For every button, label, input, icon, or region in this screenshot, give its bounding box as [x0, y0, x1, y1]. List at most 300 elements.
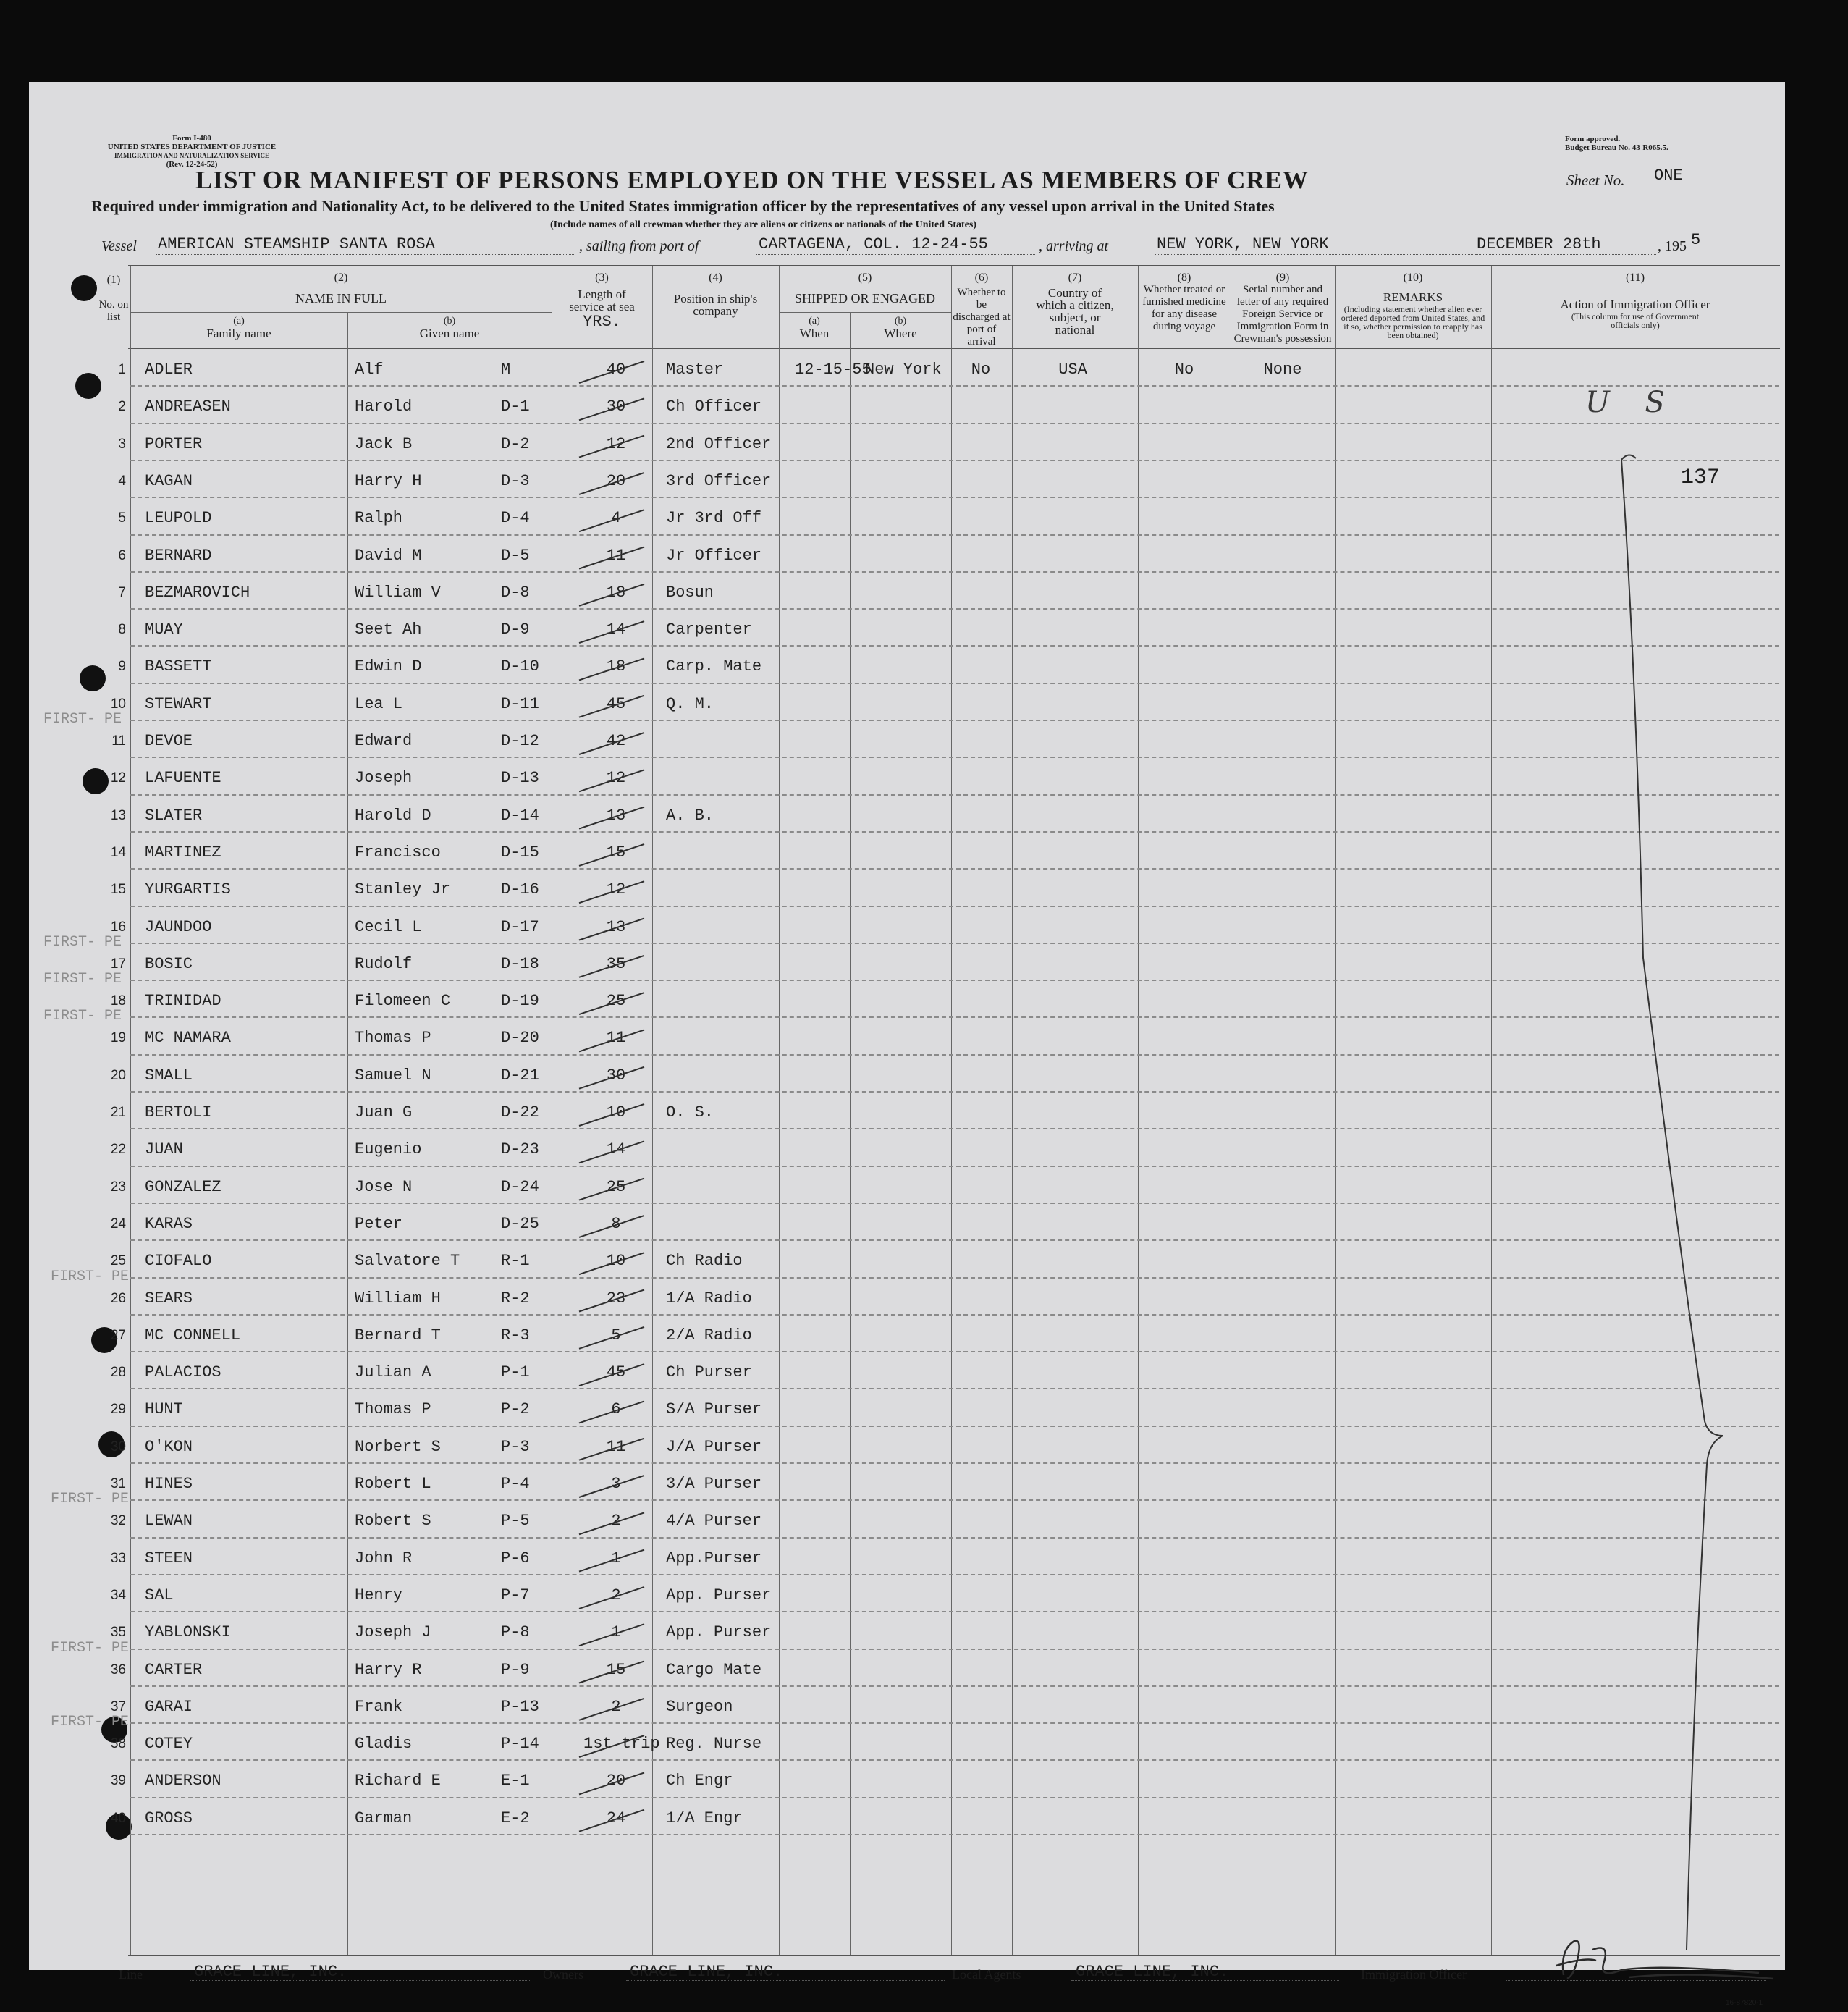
given-name: Seet Ah	[355, 620, 422, 639]
col11-number: (11)	[1625, 272, 1645, 284]
table-row	[29, 1316, 1785, 1352]
crew-code: D-4	[501, 509, 530, 528]
tally-marks	[565, 350, 753, 1870]
crew-number: 18	[110, 993, 126, 1009]
given-name: Robert S	[355, 1512, 431, 1531]
position: 2nd Officer	[666, 434, 772, 453]
crew-code: D-23	[501, 1140, 539, 1159]
crew-code: P-7	[501, 1586, 530, 1604]
table-row	[29, 647, 1785, 683]
given-name: Bernard T	[355, 1326, 441, 1344]
service-years: 15	[606, 1660, 626, 1679]
table-row	[29, 1279, 1785, 1316]
position: Bosun	[666, 583, 714, 602]
given-name: Richard E	[355, 1772, 441, 1790]
form-approved: Form approved.	[1565, 135, 1621, 143]
tally-mark	[579, 1104, 644, 1126]
service-years: 12	[606, 434, 626, 453]
col2-header	[130, 272, 552, 305]
col5-header	[779, 272, 951, 305]
family-name: YURGARTIS	[145, 880, 231, 899]
tally-mark	[579, 993, 644, 1014]
service-years: 12	[606, 769, 626, 788]
family-name: BASSETT	[145, 657, 212, 676]
manifest-subtitle: Required under immigration and Nationality Act, to be delivered to the United States immigration officer by the representatives of any vessel upon arrival in the United States	[91, 197, 1275, 215]
table-row	[29, 944, 1785, 981]
given-name: Edwin D	[355, 657, 422, 676]
family-name: KAGAN	[145, 471, 193, 490]
name-subheader-rule	[130, 312, 552, 313]
crew-number: 11	[111, 733, 126, 749]
first-pe-stamp: FIRST- PE	[43, 933, 122, 951]
crew-number: 32	[110, 1513, 126, 1529]
page-count: 137	[1681, 466, 1721, 490]
family-name: SMALL	[145, 1066, 193, 1085]
crew-code: D-17	[501, 917, 539, 936]
family-name: SEARS	[145, 1289, 193, 1308]
given-name: Jose N	[355, 1177, 413, 1196]
shipped-subheader-rule	[779, 312, 951, 313]
crew-number: 23	[110, 1179, 126, 1195]
officer-label: Immigration Officer	[1361, 1967, 1467, 1982]
family-name: LAFUENTE	[145, 769, 221, 788]
table-row	[29, 1018, 1785, 1055]
given-name: Francisco	[355, 843, 441, 862]
given-name: William H	[355, 1289, 441, 1308]
arrival-date: DECEMBER 28th	[1477, 235, 1601, 253]
tally-mark	[579, 1179, 644, 1200]
shipped-when: 12-15-55	[795, 361, 872, 379]
col9-header	[1231, 272, 1335, 345]
crew-code: D-3	[501, 471, 530, 490]
family-name: BOSIC	[145, 954, 193, 973]
col9-title: Serial number and letter of any required Foreign Service or Immigration Form in Crewman's possession	[1233, 284, 1332, 345]
crew-code: P-5	[501, 1512, 530, 1531]
crew-code: M	[501, 361, 511, 379]
given-name: Salvatore T	[355, 1252, 460, 1271]
crew-number: 39	[110, 1773, 126, 1789]
position: Carp. Mate	[666, 657, 762, 676]
crew-code: D-16	[501, 880, 539, 899]
service-years: 35	[606, 954, 626, 973]
family-name: HINES	[145, 1475, 193, 1493]
given-name: Henry	[355, 1586, 403, 1604]
crew-number: 20	[110, 1067, 126, 1083]
position: 3rd Officer	[666, 471, 772, 490]
service-years: 10	[606, 1252, 626, 1271]
tally-mark	[579, 1735, 644, 1757]
col2a-header	[130, 315, 347, 340]
tally-mark	[579, 1216, 644, 1237]
crew-number: 22	[110, 1142, 126, 1158]
position: Ch Radio	[666, 1252, 743, 1271]
crew-code: D-9	[501, 620, 530, 639]
crew-code: R-1	[501, 1252, 530, 1271]
crew-number: 12	[110, 770, 126, 786]
col6-number: (6)	[974, 272, 989, 284]
service-years: 18	[606, 583, 626, 602]
crew-number: 1	[118, 362, 126, 377]
sailing-port: CARTAGENA, COL. 12-24-55	[759, 235, 988, 253]
sheet-number: ONE	[1654, 167, 1683, 185]
agents-underline	[1071, 1980, 1339, 1981]
agents-label: Local Agents	[952, 1967, 1021, 1982]
table-row	[29, 1352, 1785, 1389]
table-row	[29, 1687, 1785, 1724]
service-years: 20	[606, 1772, 626, 1790]
col4-number: (4)	[709, 272, 722, 284]
tally-mark	[579, 1772, 644, 1794]
position: Jr 3rd Off	[666, 509, 762, 528]
col2b-letter: (b)	[443, 316, 456, 327]
table-row	[29, 1650, 1785, 1687]
crew-number: 10	[110, 696, 126, 712]
service-years: 8	[611, 1214, 621, 1233]
position: Carpenter	[666, 620, 752, 639]
sheet-label: Sheet No.	[1566, 172, 1625, 189]
table-row	[29, 1612, 1785, 1649]
crew-code: D-8	[501, 583, 530, 602]
family-name: STEWART	[145, 694, 212, 713]
given-name: Rudolf	[355, 954, 413, 973]
crew-code: E-1	[501, 1772, 530, 1790]
family-name: ANDERSON	[145, 1772, 221, 1790]
family-name: HUNT	[145, 1400, 183, 1419]
given-name: Frank	[355, 1697, 403, 1716]
family-name: SAL	[145, 1586, 174, 1604]
crew-number: 26	[110, 1290, 126, 1306]
tally-mark	[579, 1662, 644, 1683]
family-name: MUAY	[145, 620, 183, 639]
crew-code: P-4	[501, 1475, 530, 1493]
tally-mark	[579, 1327, 644, 1349]
sailing-underline	[756, 254, 1035, 255]
line-label: Line	[119, 1967, 143, 1982]
tally-mark	[579, 547, 644, 569]
crew-number: 9	[118, 659, 126, 675]
position: Cargo Mate	[666, 1660, 762, 1679]
service-years: 40	[606, 361, 626, 379]
family-name: GONZALEZ	[145, 1177, 221, 1196]
crew-code: D-18	[501, 954, 539, 973]
service-years: 11	[606, 1437, 626, 1456]
crew-code: D-5	[501, 546, 530, 565]
position: Ch Engr	[666, 1772, 733, 1790]
year-suffix: 5	[1691, 231, 1701, 249]
table-row	[29, 1724, 1785, 1761]
crew-number: 31	[110, 1476, 126, 1491]
tally-mark	[579, 510, 644, 531]
family-name: SLATER	[145, 806, 203, 825]
table-row	[29, 1427, 1785, 1464]
owners-underline	[626, 1980, 945, 1981]
col2b-header	[347, 315, 552, 340]
family-name: BERNARD	[145, 546, 212, 565]
service-years: 6	[611, 1400, 621, 1419]
first-pe-stamp: FIRST- PE	[43, 971, 122, 988]
col4-header	[652, 272, 779, 317]
tally-mark	[579, 1550, 644, 1572]
agents-value: GRACE LINE, INC.	[1076, 1963, 1229, 1981]
tally-mark	[579, 1476, 644, 1497]
crew-code: R-3	[501, 1326, 530, 1344]
given-name: Garman	[355, 1809, 413, 1827]
row-separator	[130, 1834, 1779, 1835]
crew-code: P-9	[501, 1660, 530, 1679]
crew-code: D-15	[501, 843, 539, 862]
crew-number: 34	[110, 1587, 126, 1603]
col7-number: (7)	[1068, 272, 1082, 284]
col3-header	[552, 272, 652, 331]
given-name: Thomas P	[355, 1400, 431, 1419]
table-row	[29, 1798, 1785, 1835]
table-row	[29, 1167, 1785, 1204]
table-row	[29, 907, 1785, 944]
crew-code: D-10	[501, 657, 539, 676]
col8-title: Whether treated or furnished medicine for any disease during voyage	[1142, 284, 1226, 332]
table-row	[29, 870, 1785, 906]
crew-code: D-20	[501, 1029, 539, 1048]
table-row	[29, 796, 1785, 833]
crew-number: 25	[110, 1253, 126, 1269]
family-name: GROSS	[145, 1809, 193, 1827]
first-pe-stamp: FIRST- PE	[51, 1491, 130, 1508]
position: 1/A Radio	[666, 1289, 752, 1308]
position: App. Purser	[666, 1623, 772, 1642]
given-name: David M	[355, 546, 422, 565]
col4-title: Position in ship's company	[673, 292, 758, 318]
bracket-mark	[1607, 451, 1781, 1957]
given-name: John R	[355, 1549, 413, 1567]
service-years: 25	[606, 1177, 626, 1196]
discharge-flag: No	[971, 361, 991, 379]
family-name: BERTOLI	[145, 1103, 212, 1121]
crew-code: P-6	[501, 1549, 530, 1567]
given-name: Harold D	[355, 806, 431, 825]
col9-number: (9)	[1275, 272, 1290, 284]
crew-code: P-2	[501, 1400, 530, 1419]
first-pe-stamp: FIRST- PE	[43, 1008, 122, 1025]
col5-number: (5)	[858, 272, 872, 284]
crew-number: 4	[118, 473, 126, 489]
service-years: 4	[611, 509, 621, 528]
col11-header	[1491, 272, 1779, 329]
manifest-title: LIST OR MANIFEST OF PERSONS EMPLOYED ON THE VESSEL AS MEMBERS OF CREW	[195, 166, 1309, 194]
first-pe-stamp: FIRST- PE	[43, 711, 122, 728]
arriving-label: , arriving at	[1039, 238, 1109, 254]
arriving-underline	[1155, 254, 1473, 255]
tally-mark	[579, 1699, 644, 1720]
family-name: LEUPOLD	[145, 509, 212, 528]
table-row	[29, 1241, 1785, 1278]
tally-mark	[579, 658, 644, 680]
position: Surgeon	[666, 1697, 733, 1716]
table-bottom-rule	[128, 1955, 1780, 1956]
print-code: 16-87820-1	[1726, 1999, 1763, 2007]
given-name: Edward	[355, 732, 413, 750]
service-years: 25	[606, 992, 626, 1011]
service-years: 14	[606, 620, 626, 639]
table-row	[29, 1129, 1785, 1166]
vessel-underline	[156, 254, 575, 255]
col1-number: (1)	[106, 274, 121, 286]
family-name: PORTER	[145, 434, 203, 453]
family-name: O'KON	[145, 1437, 193, 1456]
position: Master	[666, 361, 724, 379]
first-pe-stamp: FIRST- PE	[51, 1268, 130, 1285]
revision: (Rev. 12-24-52)	[166, 160, 218, 169]
service-years: 45	[606, 694, 626, 713]
service-years: 20	[606, 471, 626, 490]
crew-number: 24	[110, 1216, 126, 1232]
table-row	[29, 461, 1785, 498]
crew-code: D-22	[501, 1103, 539, 1121]
crew-number: 14	[110, 844, 126, 860]
date-underline	[1475, 254, 1656, 255]
service-years: 18	[606, 657, 626, 676]
tally-mark	[579, 844, 644, 866]
tally-mark	[579, 919, 644, 940]
col10-number: (10)	[1403, 272, 1423, 284]
crew-number: 33	[110, 1550, 126, 1566]
crew-code: D-1	[501, 397, 530, 416]
col1-title: No. on list	[98, 299, 129, 323]
arriving-port: NEW YORK, NEW YORK	[1157, 235, 1329, 253]
tally-mark	[579, 1624, 644, 1646]
crew-code: D-2	[501, 434, 530, 453]
officer-mark: U S	[1585, 386, 1678, 419]
tally-mark	[579, 584, 644, 606]
service-years: 2	[611, 1512, 621, 1531]
col11-note: (This column for use of Government officials only)	[1571, 311, 1700, 330]
col3-unit: YRS.	[583, 313, 621, 331]
family-name: ADLER	[145, 361, 193, 379]
col10-title: REMARKS	[1383, 290, 1443, 304]
given-name: Harry R	[355, 1660, 422, 1679]
table-row	[29, 1093, 1785, 1129]
tally-mark	[579, 956, 644, 977]
table-row	[29, 498, 1785, 535]
crew-code: P-1	[501, 1363, 530, 1382]
given-name: Juan G	[355, 1103, 413, 1121]
manifest-page	[29, 82, 1785, 2007]
citizenship: USA	[1058, 361, 1087, 379]
vessel-name: AMERICAN STEAMSHIP SANTA ROSA	[158, 235, 435, 253]
table-row	[29, 1056, 1785, 1093]
punch-hole	[71, 275, 97, 301]
given-name: Peter	[355, 1214, 403, 1233]
service-years: 42	[606, 732, 626, 750]
tally-mark	[579, 1253, 644, 1274]
family-name: MC CONNELL	[145, 1326, 241, 1344]
medicine-flag: No	[1174, 361, 1194, 379]
service-years: 3	[611, 1475, 621, 1493]
given-name: Eugenio	[355, 1140, 422, 1159]
position: App. Purser	[666, 1586, 772, 1604]
position: 1/A Engr	[666, 1809, 743, 1827]
service-years: 11	[606, 546, 626, 565]
family-name: JUAN	[145, 1140, 183, 1159]
crew-number: 21	[110, 1105, 126, 1120]
col5b-letter: (b)	[894, 316, 907, 327]
col3-number: (3)	[595, 272, 609, 284]
family-name: KARAS	[145, 1214, 193, 1233]
crew-number: 19	[110, 1030, 126, 1046]
crew-code: D-24	[501, 1177, 539, 1196]
table-row	[29, 387, 1785, 424]
service-years: 12	[606, 880, 626, 899]
crew-code: D-13	[501, 769, 539, 788]
manifest-note: (Include names of all crewman whether they are aliens or citizens or nationals of the United States)	[550, 219, 976, 230]
form-id-block	[94, 134, 290, 169]
crew-code: P-14	[501, 1735, 539, 1754]
family-name: YABLONSKI	[145, 1623, 231, 1642]
table-row	[29, 1501, 1785, 1538]
service-years: 15	[606, 843, 626, 862]
position: 4/A Purser	[666, 1512, 762, 1531]
col5b-title: Where	[884, 327, 917, 340]
crew-number: 35	[110, 1625, 126, 1641]
tally-mark	[579, 1141, 644, 1163]
given-name: Gladis	[355, 1735, 413, 1754]
table-row	[29, 1761, 1785, 1798]
service-years: 10	[606, 1103, 626, 1121]
table-top-rule	[128, 265, 1780, 266]
family-name: TRINIDAD	[145, 992, 221, 1011]
service-years: 30	[606, 1066, 626, 1085]
given-name: Stanley Jr	[355, 880, 451, 899]
service-years: 5	[611, 1326, 621, 1344]
family-name: CARTER	[145, 1660, 203, 1679]
given-name: Harry H	[355, 471, 422, 490]
tally-mark	[579, 770, 644, 791]
family-name: DEVOE	[145, 732, 193, 750]
table-row	[29, 424, 1785, 461]
dept-line2: IMMIGRATION AND NATURALIZATION SERVICE	[114, 152, 269, 159]
family-name: GARAI	[145, 1697, 193, 1716]
tally-mark	[579, 1290, 644, 1312]
col10-header	[1335, 272, 1491, 340]
family-name: BEZMAROVICH	[145, 583, 250, 602]
tally-mark	[579, 436, 644, 458]
family-name: COTEY	[145, 1735, 193, 1754]
col8-header	[1138, 272, 1231, 333]
owners-value: GRACE LINE, INC.	[630, 1963, 783, 1981]
first-pe-stamp: FIRST- PE	[51, 1639, 130, 1657]
given-name: Harold	[355, 397, 413, 416]
given-name: Jack B	[355, 434, 413, 453]
service-years: 14	[606, 1140, 626, 1159]
col5a-header	[779, 315, 850, 340]
given-name: Lea L	[355, 694, 403, 713]
given-name: Joseph J	[355, 1623, 431, 1642]
crew-code: P-8	[501, 1623, 530, 1642]
service-years: 2	[611, 1586, 621, 1604]
service-years: 23	[606, 1289, 626, 1308]
sailing-label: , sailing from port of	[579, 238, 699, 254]
position: O. S.	[666, 1103, 714, 1121]
crew-number: 7	[118, 584, 126, 600]
service-years: 1	[611, 1549, 621, 1567]
position: J/A Purser	[666, 1437, 762, 1456]
given-name: Thomas P	[355, 1029, 431, 1048]
crew-number: 16	[110, 919, 126, 935]
tally-mark	[579, 696, 644, 717]
table-row	[29, 610, 1785, 647]
col2-number: (2)	[334, 272, 348, 284]
position: Ch Officer	[666, 397, 762, 416]
given-name: Alf	[355, 361, 384, 379]
